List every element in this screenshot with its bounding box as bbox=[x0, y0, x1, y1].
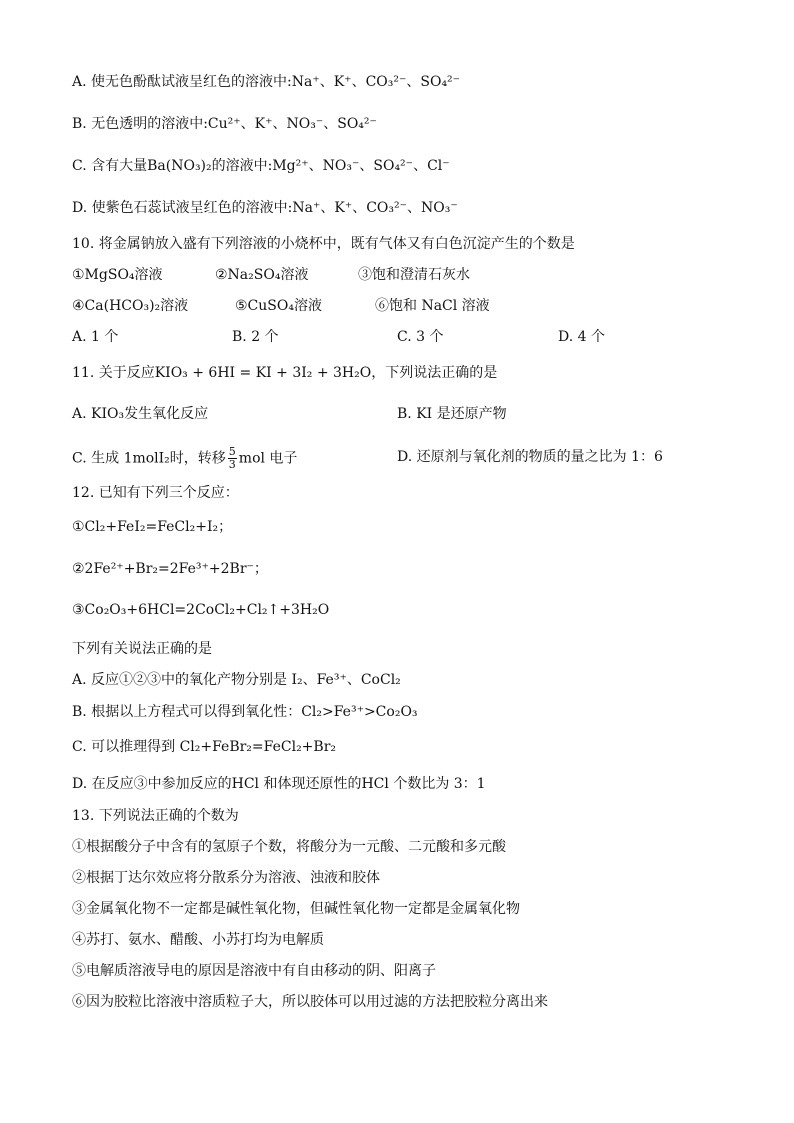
q12-reaction: ③Co₂O₃+6HCl=2CoCl₂+Cl₂↑+3H₂O bbox=[72, 602, 330, 618]
q11-option-c-before: C. 生成 1molI₂时，转移 bbox=[72, 450, 226, 467]
q11-option-b: B. KI 是还原产物 bbox=[397, 406, 507, 422]
q9-option-c bbox=[72, 156, 450, 176]
q10-item: ⑤CuSO₄溶液 bbox=[235, 298, 322, 314]
q9-option-b bbox=[72, 114, 377, 134]
q13-statement: ③金属氧化物不一定都是碱性氧化物，但碱性氧化物一定都是金属氧化物 bbox=[72, 901, 520, 917]
q9-option-a-text: 使无色酚酞试液呈红色的溶液中:Na⁺、K⁺、CO₃²⁻、SO₄²⁻ bbox=[91, 74, 461, 90]
q11-stem: 11. 关于反应KIO₃ + 6HI = KI + 3I₂ + 3H₂O，下列说法正确的是 bbox=[72, 365, 498, 381]
q13-statement: ②根据丁达尔效应将分散系分为溶液、浊液和胶体 bbox=[72, 870, 380, 886]
q12-stem: 12. 已知有下列三个反应： bbox=[72, 485, 239, 501]
q12-reaction: ②2Fe²⁺+Br₂=2Fe³⁺+2Br⁻； bbox=[72, 561, 268, 577]
q11-option-c bbox=[72, 446, 297, 471]
q13-statement: ④苏打、氨水、醋酸、小苏打均为电解质 bbox=[72, 932, 324, 948]
q9-option-d-prefix: D. bbox=[72, 200, 88, 216]
q9-option-b-text: 无色透明的溶液中:Cu²⁺、K⁺、NO₃⁻、SO₄²⁻ bbox=[91, 116, 377, 132]
q10-item: ④Ca(HCO₃)₂溶液 bbox=[72, 298, 189, 314]
q10-item: ⑥饱和 NaCl 溶液 bbox=[375, 298, 490, 314]
q10-item: ②Na₂SO₄溶液 bbox=[215, 267, 309, 283]
q13-statement: ⑤电解质溶液导电的原因是溶液中有自由移动的阴、阳离子 bbox=[72, 963, 436, 979]
q13-statement: ⑥因为胶粒比溶液中溶质粒子大，所以胶体可以用过滤的方法把胶粒分离出来 bbox=[72, 994, 548, 1010]
q12-prompt: 下列有关说法正确的是 bbox=[72, 641, 212, 657]
q10-option: A. 1 个 bbox=[72, 329, 119, 345]
q13-stem: 13. 下列说法正确的个数为 bbox=[72, 808, 239, 824]
q12-option: A. 反应①②③中的氧化产物分别是 I₂、Fe³⁺、CoCl₂ bbox=[72, 672, 401, 688]
q10-option: C. 3 个 bbox=[397, 329, 444, 345]
q12-reaction: ①Cl₂+FeI₂=FeCl₂+I₂； bbox=[72, 519, 233, 535]
q9-option-a bbox=[72, 72, 460, 92]
q10-option: D. 4 个 bbox=[558, 329, 605, 345]
q12-option: B. 根据以上方程式可以得到氧化性：Cl₂>Fe³⁺>Co₂O₃ bbox=[72, 704, 418, 720]
fraction-denominator: 3 bbox=[228, 458, 236, 471]
q13-statement: ①根据酸分子中含有的氢原子个数，将酸分为一元酸、二元酸和多元酸 bbox=[72, 839, 506, 855]
q9-option-b-prefix: B. bbox=[72, 116, 87, 132]
q9-option-c-prefix: C. bbox=[72, 158, 87, 174]
q10-option: B. 2 个 bbox=[232, 329, 279, 345]
q11-option-c-after: mol 电子 bbox=[238, 450, 298, 467]
q10-stem: 10. 将金属钠放入盛有下列溶液的小烧杯中，既有气体又有白色沉淀产生的个数是 bbox=[72, 236, 575, 252]
fraction-numerator: 5 bbox=[228, 445, 236, 458]
q12-option: D. 在反应③中参加反应的HCl 和体现还原性的HCl 个数比为 3：1 bbox=[72, 776, 486, 792]
q11-option-a: A. KIO₃发生氧化反应 bbox=[72, 406, 209, 422]
q9-option-a-prefix: A. bbox=[72, 74, 87, 90]
q12-option: C. 可以推理得到 Cl₂+FeBr₂=FeCl₂+Br₂ bbox=[72, 739, 337, 755]
fraction bbox=[228, 446, 237, 471]
q10-item: ③饱和澄清石灰水 bbox=[358, 267, 470, 283]
q9-option-c-text: 含有大量Ba(NO₃)₂的溶液中:Mg²⁺、NO₃⁻、SO₄²⁻、Cl⁻ bbox=[91, 158, 450, 174]
q11-option-d: D. 还原剂与氧化剂的物质的量之比为 1：6 bbox=[397, 449, 663, 465]
q10-item: ①MgSO₄溶液 bbox=[72, 267, 163, 283]
q9-option-d bbox=[72, 198, 458, 218]
q9-option-d-text: 使紫色石蕊试液呈红色的溶液中:Na⁺、K⁺、CO₃²⁻、NO₃⁻ bbox=[91, 200, 458, 216]
